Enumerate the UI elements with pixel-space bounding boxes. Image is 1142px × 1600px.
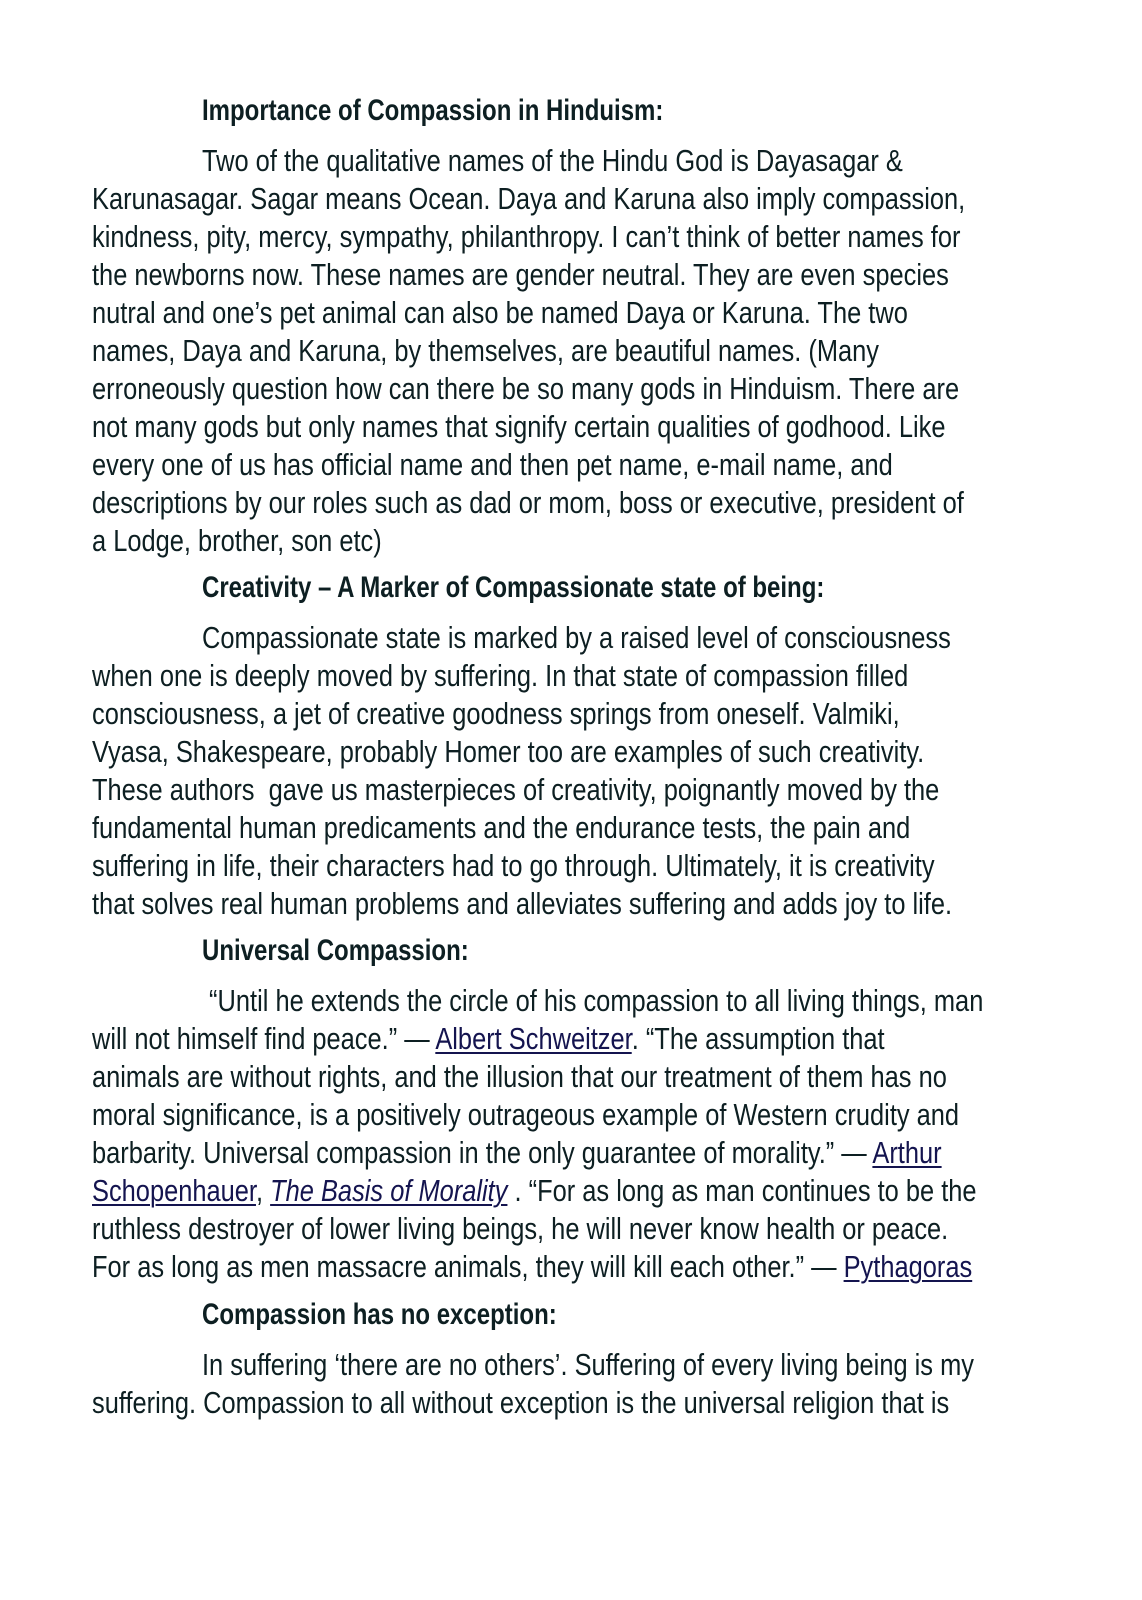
paragraph-line [92, 1020, 885, 1058]
paragraph-line: fundamental human predicaments and the endurance tests, the pain and [92, 810, 911, 845]
text-span: . “For as long as man continues to be the [507, 1173, 977, 1208]
paragraph-line: moral significance, is a positively outrageous example of Western crudity and [92, 1097, 960, 1132]
paragraph-line: erroneously question how can there be so many gods in Hinduism. There are [92, 371, 960, 406]
paragraph-line: Two of the qualitative names of the Hindu God is Dayasagar & [202, 143, 903, 178]
link-arthur-schopenhauer[interactable]: Arthur [872, 1135, 942, 1170]
paragraph-line: the newborns now. These names are gender neutral. They are even species [92, 257, 949, 292]
link-pythagoras[interactable]: Pythagoras [843, 1249, 973, 1284]
text-span: For as long as men massacre animals, they will kill each other.” — [92, 1249, 844, 1284]
paragraph-line: consciousness, a jet of creative goodness springs from oneself. Valmiki, [92, 696, 900, 731]
paragraph-line: that solves real human problems and alleviates suffering and adds joy to life. [92, 886, 953, 921]
section-heading-creativity: Creativity – A Marker of Compassionate state of being: [202, 571, 825, 604]
paragraph-line: when one is deeply moved by suffering. In that state of compassion filled [92, 658, 909, 693]
paragraph-line: not many gods but only names that signify certain qualities of godhood. Like [92, 409, 946, 444]
paragraph-line: Compassionate state is marked by a raised level of consciousness [202, 620, 951, 655]
paragraph-line: Vyasa, Shakespeare, probably Homer too are examples of such creativity. [92, 734, 925, 769]
paragraph-line: names, Daya and Karuna, by themselves, are beautiful names. (Many [92, 333, 880, 368]
paragraph-line: Karunasagar. Sagar means Ocean. Daya and Karuna also imply compassion, [92, 181, 966, 216]
link-arthur-schopenhauer-continued[interactable]: Schopenhauer [92, 1173, 256, 1208]
paragraph-line: animals are without rights, and the illusion that our treatment of them has no [92, 1059, 947, 1094]
section-heading-no-exception: Compassion has no exception: [202, 1298, 557, 1331]
paragraph-line: In suffering ‘there are no others’. Suffering of every living being is my [202, 1347, 974, 1382]
paragraph-line: suffering in life, their characters had to go through. Ultimately, it is creativity [92, 848, 935, 883]
link-basis-of-morality[interactable]: The Basis of Morality [270, 1173, 508, 1208]
paragraph-line [92, 1172, 977, 1210]
paragraph-line: kindness, pity, mercy, sympathy, philanthropy. I can’t think of better names for [92, 219, 961, 254]
text-span: , [255, 1173, 271, 1208]
paragraph-line: ruthless destroyer of lower living beings, he will never know health or peace. [92, 1211, 949, 1246]
paragraph-line: These authors gave us masterpieces of creativity, poignantly moved by the [92, 772, 940, 807]
paragraph-line: “Until he extends the circle of his compassion to all living things, man [202, 983, 984, 1018]
paragraph-line [92, 1248, 972, 1286]
section-heading-universal: Universal Compassion: [202, 934, 469, 967]
text-span: barbarity. Universal compassion in the only guarantee of morality.” — [92, 1135, 873, 1170]
link-albert-schweitzer[interactable]: Albert Schweitzer [435, 1021, 632, 1056]
text-span: will not himself find peace.” — [92, 1021, 436, 1056]
paragraph-line: descriptions by our roles such as dad or mom, boss or executive, president of [92, 485, 964, 520]
section-heading-hinduism: Importance of Compassion in Hinduism: [202, 94, 664, 127]
paragraph-line [92, 1134, 942, 1172]
paragraph-line: nutral and one’s pet animal can also be named Daya or Karuna. The two [92, 295, 908, 330]
text-span: . “The assumption that [631, 1021, 885, 1056]
paragraph-line: suffering. Compassion to all without exception is the universal religion that is [92, 1385, 950, 1420]
paragraph-line: a Lodge, brother, son etc) [92, 523, 382, 558]
paragraph-line: every one of us has official name and then pet name, e-mail name, and [92, 447, 893, 482]
